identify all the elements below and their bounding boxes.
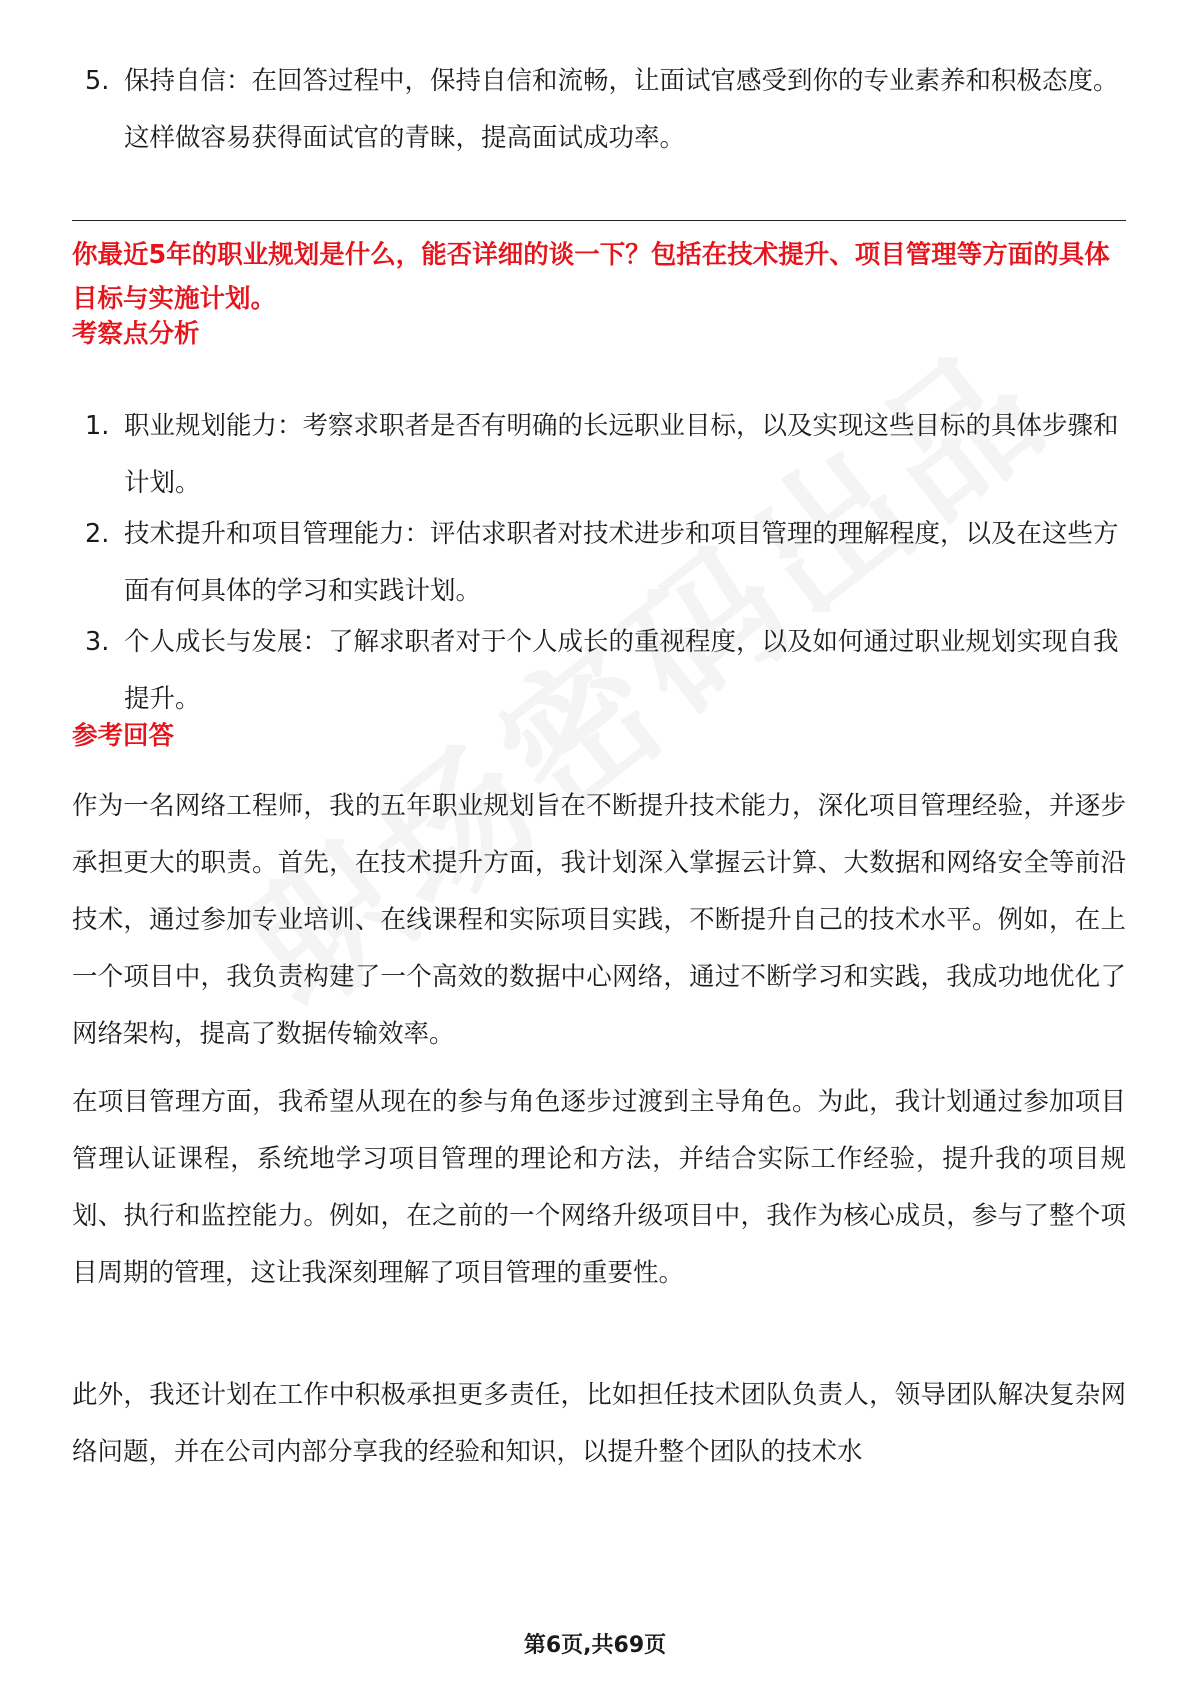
answer-paragraph: 此外，我还计划在工作中积极承担更多责任，比如担任技术团队负责人，领导团队解决复杂网络问题，并在公司内部分享我的经验和知识，以提升整个团队的技术水 (72, 1380, 1126, 1467)
previous-list (72, 53, 1126, 167)
document-page (72, 0, 1126, 1684)
list-item-number: 5. (85, 66, 110, 96)
list-item (72, 398, 1126, 512)
analysis-list (72, 398, 1126, 728)
list-item-text: 职业规划能力：考察求职者是否有明确的长远职业目标，以及实现这些目标的具体步骤和计划。 (124, 411, 1119, 498)
analysis-heading: 考察点分析 (72, 319, 200, 349)
list-item-number: 2. (85, 519, 110, 549)
list-item (72, 614, 1126, 728)
list-item-text: 保持自信：在回答过程中，保持自信和流畅，让面试官感受到你的专业素养和积极态度。这样做容易获得面试官的青睐，提高面试成功率。 (124, 66, 1119, 153)
page-number: 第6页,共69页 (523, 1633, 667, 1658)
answer-paragraph: 在项目管理方面，我希望从现在的参与角色逐步过渡到主导角色。为此，我计划通过参加项目管理认证课程，系统地学习项目管理的理论和方法，并结合实际工作经验，提升我的项目规划、执行和监控能力。例如，在之前的一个网络升级项目中，我作为核心成员，参与了整个项目周期的管理，这让我深刻理解了项目管理的重要性。 (72, 1087, 1126, 1288)
answer-paragraph: 作为一名网络工程师，我的五年职业规划旨在不断提升技术能力，深化项目管理经验，并逐步承担更大的职责。首先，在技术提升方面，我计划深入掌握云计算、大数据和网络安全等前沿技术，通过参加专业培训、在线课程和实际项目实践，不断提升自己的技术水平。例如，在上一个项目中，我负责构建了一个高效的数据中心网络，通过不断学习和实践，我成功地优化了网络架构，提高了数据传输效率。 (72, 791, 1126, 1049)
list-item-number: 1. (85, 411, 110, 441)
answer-heading: 参考回答 (72, 721, 175, 751)
interview-question: 你最近5年的职业规划是什么，能否详细的谈一下？包括在技术提升、项目管理等方面的具体目标与实施计划。 (72, 240, 1110, 314)
list-item-text: 个人成长与发展：了解求职者对于个人成长的重视程度，以及如何通过职业规划实现自我提升。 (124, 627, 1119, 714)
list-item (72, 53, 1126, 167)
list-item-text: 技术提升和项目管理能力：评估求职者对技术进步和项目管理的理解程度，以及在这些方面有何具体的学习和实践计划。 (124, 519, 1119, 606)
section-divider (72, 220, 1126, 221)
list-item-number: 3. (85, 627, 110, 657)
list-item (72, 506, 1126, 620)
